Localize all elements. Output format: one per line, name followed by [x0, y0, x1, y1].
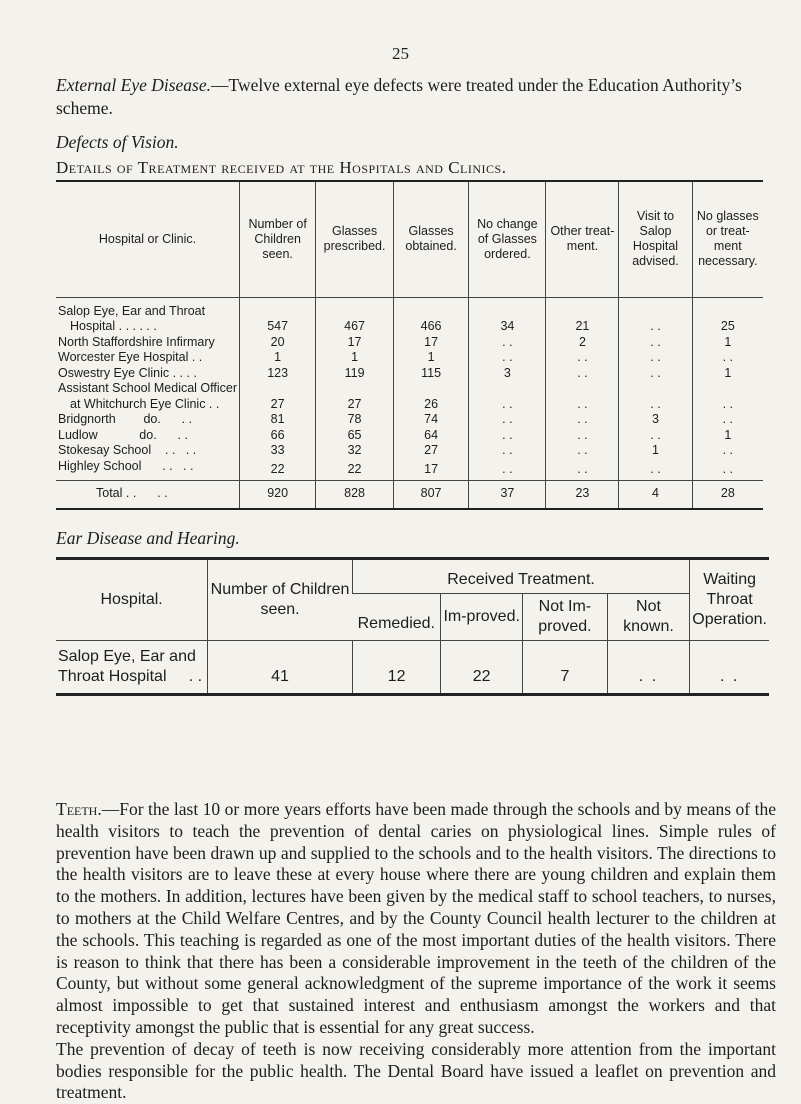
- table-cell: . .: [546, 366, 619, 382]
- table-cell: 17: [393, 335, 468, 351]
- table-cell: 66: [240, 428, 316, 444]
- row-label: Salop Eye, Ear and Throat: [58, 303, 206, 318]
- table-cell: 1: [316, 350, 394, 366]
- row-label: Highley School . . . .: [58, 458, 194, 473]
- teeth-paragraph-1: [56, 799, 776, 1039]
- table-cell: 7: [523, 641, 608, 695]
- table-cell: 26: [393, 397, 468, 413]
- table-cell: . .: [692, 443, 763, 459]
- row-label: at Whitchurch Eye Clinic . .: [70, 396, 220, 411]
- ear-heading: Ear Disease and Hearing.: [56, 528, 240, 548]
- row-label: Assistant School Medical Officer: [58, 381, 238, 395]
- table-cell: . .: [546, 443, 619, 459]
- table-cell: 21: [546, 319, 619, 335]
- table-row: [56, 297, 763, 319]
- table-cell: 3: [619, 412, 692, 428]
- table-cell: 78: [316, 412, 394, 428]
- row-label: Stokesay School . . . .: [58, 443, 197, 457]
- table-cell: . .: [619, 459, 692, 481]
- row-label: [56, 641, 208, 695]
- table-cell: . .: [607, 641, 690, 695]
- table-row: [56, 443, 763, 459]
- table-row: [56, 381, 763, 397]
- details-heading: Details of Treatment received at the Hospitals and Clinics.: [56, 158, 507, 177]
- table-cell: . .: [692, 397, 763, 413]
- table-cell: 123: [240, 366, 316, 382]
- total-row: [56, 481, 763, 509]
- column-header: Not known.: [607, 594, 690, 641]
- table-row: [56, 397, 763, 413]
- table-cell: . .: [469, 412, 546, 428]
- table-cell: 4: [619, 481, 692, 509]
- table-cell: 33: [240, 443, 316, 459]
- table-row: [56, 366, 763, 382]
- table-cell: 25: [692, 319, 763, 335]
- defects-heading: Defects of Vision.: [56, 132, 179, 152]
- column-header: No change of Glasses ordered.: [469, 181, 546, 297]
- teeth-lead: Teeth.: [56, 799, 102, 819]
- column-header: Number of Children seen.: [240, 181, 316, 297]
- row-label-line2: Throat Hospital . .: [58, 668, 203, 685]
- external-eye-text: —Twelve external eye defects were treated under the Education Authority’s scheme.: [56, 75, 742, 118]
- table-cell: . .: [619, 335, 692, 351]
- table-cell: . .: [546, 428, 619, 444]
- column-header: Received Treatment.: [352, 559, 689, 594]
- table-cell: . .: [619, 366, 692, 382]
- table-cell: . .: [469, 459, 546, 481]
- column-header: Hospital or Clinic.: [98, 231, 197, 246]
- column-header: Not Im-proved.: [523, 594, 608, 641]
- table-row: [56, 428, 763, 444]
- column-header: No glasses or treat-ment necessary.: [692, 181, 763, 297]
- column-header: Other treat-ment.: [546, 181, 619, 297]
- table-row: [56, 459, 763, 481]
- table-cell: 467: [316, 319, 394, 335]
- table-cell: 27: [240, 397, 316, 413]
- total-label: Total . . . .: [56, 481, 240, 509]
- table-cell: . .: [692, 459, 763, 481]
- table-row: [56, 412, 763, 428]
- table-cell: 1: [692, 335, 763, 351]
- row-label: Bridgnorth do. . .: [58, 412, 193, 426]
- table-cell: . .: [692, 350, 763, 366]
- table-cell: . .: [546, 459, 619, 481]
- table-cell: . .: [619, 397, 692, 413]
- table-cell: 81: [240, 412, 316, 428]
- table-cell: 12: [352, 641, 440, 695]
- table-cell: . .: [469, 443, 546, 459]
- table-cell: 828: [316, 481, 394, 509]
- table-cell: . .: [692, 412, 763, 428]
- table-cell: . .: [469, 335, 546, 351]
- ear-treatment-table: [56, 557, 769, 696]
- table-cell: . .: [546, 412, 619, 428]
- external-eye-title: External Eye Disease.: [56, 75, 212, 95]
- row-label: Worcester Eye Hospital . .: [58, 350, 203, 364]
- table-row: [56, 319, 763, 335]
- table-row: [56, 350, 763, 366]
- table-row: [56, 335, 763, 351]
- table-cell: . .: [619, 428, 692, 444]
- table-cell: . .: [546, 350, 619, 366]
- table-header-row: [56, 559, 769, 594]
- table-cell: 1: [240, 350, 316, 366]
- column-header: Glasses prescribed.: [316, 181, 394, 297]
- table-cell: 17: [316, 335, 394, 351]
- table-cell: . .: [690, 641, 769, 695]
- table-cell: 920: [240, 481, 316, 509]
- table-cell: 20: [240, 335, 316, 351]
- table-cell: 22: [240, 459, 316, 481]
- table-cell: 23: [546, 481, 619, 509]
- table-cell: 41: [208, 641, 353, 695]
- vision-treatment-table: [56, 180, 763, 510]
- page-number: 25: [392, 44, 409, 63]
- row-label-line1: Salop Eye, Ear and: [58, 648, 196, 665]
- table-cell: . .: [469, 428, 546, 444]
- table-cell: . .: [546, 397, 619, 413]
- table-cell: . .: [619, 319, 692, 335]
- table-cell: 32: [316, 443, 394, 459]
- table-cell: 64: [393, 428, 468, 444]
- teeth-text-1: —For the last 10 or more years efforts have been made through the schools and by means of the health visitors to teach the prevention of dental caries on physiological lines. Simple rules of prevention have been drawn up and supplied to the schools and to the health visitors. The directions to the health visitors are to leave these at every house where there are young children and explain them to the mothers. In addition, lectures have been given by the medical staff to school teachers, to nurses, to mothers at the Child Welfare Centres, and by the County Council health lecturer to the children at the schools. This teaching is regarded as one of the most important duties of the health visitors. There is reason to think that there has been a considerable improvement in the teeth of the children of the County, but without some general acknowledgment of the supreme importance of the work it seems almost impossible to get that sustained interest and enthusiasm amongst the workers and that receptivity amongst the public that is essential for any great success.: [56, 799, 776, 1037]
- column-header: Hospital.: [100, 591, 163, 608]
- table-cell: 65: [316, 428, 394, 444]
- table-cell: . .: [469, 350, 546, 366]
- table-cell: 3: [469, 366, 546, 382]
- table-cell: 17: [393, 459, 468, 481]
- table-cell: 547: [240, 319, 316, 335]
- column-header: Waiting Throat Operation.: [690, 559, 769, 641]
- column-header: Remedied.: [352, 594, 440, 641]
- column-header: Glasses obtained.: [393, 181, 468, 297]
- row-label: Hospital . . . . . .: [70, 319, 157, 333]
- table-cell: 27: [316, 397, 394, 413]
- table-cell: 1: [692, 428, 763, 444]
- teeth-section: [56, 799, 776, 1104]
- table-cell: 119: [316, 366, 394, 382]
- table-cell: 115: [393, 366, 468, 382]
- table-cell: 1: [692, 366, 763, 382]
- table-cell: 1: [619, 443, 692, 459]
- table-cell: 28: [692, 481, 763, 509]
- column-header: Visit to Salop Hospital advised.: [619, 181, 692, 297]
- table-cell: 466: [393, 319, 468, 335]
- external-eye-paragraph: [56, 74, 776, 120]
- teeth-paragraph-2: The prevention of decay of teeth is now receiving considerably more attention from the important bodies responsible for the public health. The Dental Board have issued a leaflet on prevention and treatment.: [56, 1038, 776, 1103]
- table-cell: 34: [469, 319, 546, 335]
- table-cell: 22: [316, 459, 394, 481]
- table-cell: 37: [469, 481, 546, 509]
- row-label: Ludlow do. . .: [58, 427, 188, 442]
- row-label: Oswestry Eye Clinic . . . .: [58, 365, 197, 380]
- table-cell: 22: [441, 641, 523, 695]
- table-header-row: [56, 181, 763, 297]
- table-row: [56, 641, 769, 695]
- row-label: North Staffordshire Infirmary: [58, 334, 215, 349]
- table-cell: 1: [393, 350, 468, 366]
- table-cell: 2: [546, 335, 619, 351]
- table-cell: 74: [393, 412, 468, 428]
- table-cell: 27: [393, 443, 468, 459]
- table-cell: . .: [619, 350, 692, 366]
- table-cell: 807: [393, 481, 468, 509]
- column-header: Im-proved.: [441, 594, 523, 641]
- column-header: Number of Children seen.: [208, 559, 353, 641]
- table-cell: . .: [469, 397, 546, 413]
